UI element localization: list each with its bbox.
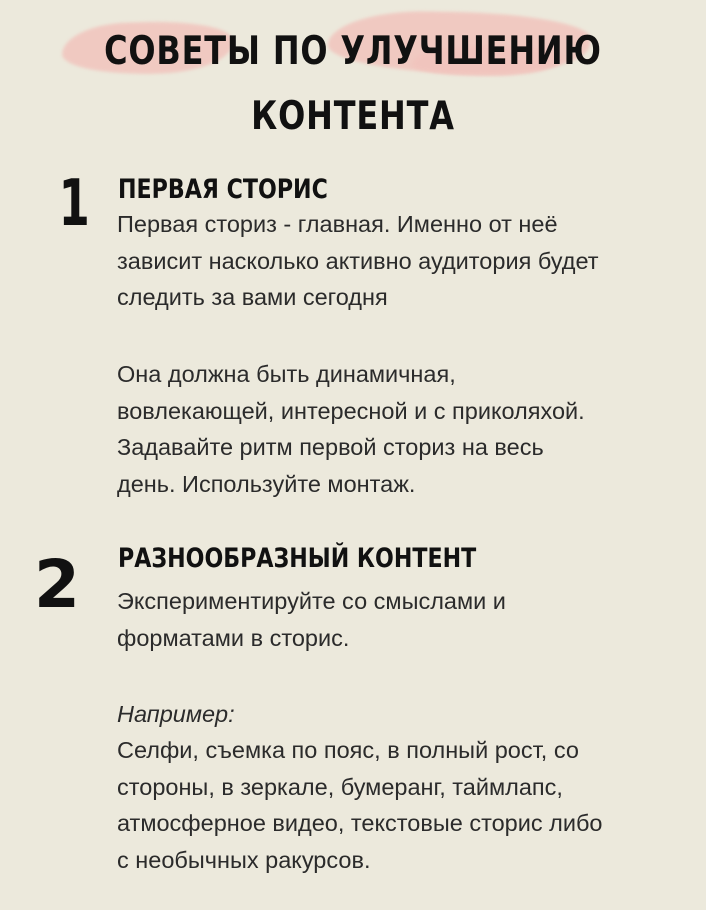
page-title-line-2: КОНТЕНТА — [251, 94, 455, 139]
text-line: вовлекающей, интересной и с приколяхой. — [117, 397, 585, 424]
text-line: с необычных ракурсов. — [117, 846, 371, 873]
text-line: Например: — [117, 701, 235, 727]
text-line: стороны, в зеркале, бумеранг, таймлапс, — [117, 773, 563, 800]
section-2-heading: РАЗНООБРАЗНЫЙ КОНТЕНТ — [118, 543, 477, 574]
section-1-paragraph-1 — [117, 206, 687, 316]
text-line: Она должна быть динамичная, — [117, 361, 456, 387]
text-line: Селфи, съемка по пояс, в полный рост, со — [117, 737, 579, 763]
text-line: Задавайте ритм первой сториз на весь — [117, 434, 544, 460]
text-line: Первая сториз - главная. Именно от неё — [117, 211, 558, 237]
text-line: день. Используйте монтаж. — [117, 470, 416, 497]
text-line: следить за вами сегодня — [117, 284, 388, 310]
text-line: Экспериментируйте со смыслами и — [117, 588, 506, 614]
text-line: атмосферное видео, текстовые сторис либо — [117, 810, 603, 836]
page-title-line-1: СОВЕТЫ ПО УЛУЧШЕНИЮ — [104, 29, 602, 74]
section-2-paragraph-2 — [117, 732, 687, 878]
text-line: зависит насколько активно аудитория будет — [117, 247, 599, 274]
section-2-number: 2 — [34, 546, 80, 623]
section-2-example-label — [117, 696, 687, 733]
section-1-number: 1 — [58, 167, 90, 241]
section-1-heading: ПЕРВАЯ СТОРИС — [118, 174, 328, 205]
section-1-paragraph-2 — [117, 356, 687, 502]
section-2-paragraph-1 — [117, 583, 687, 656]
text-line: форматами в сторис. — [117, 624, 350, 651]
